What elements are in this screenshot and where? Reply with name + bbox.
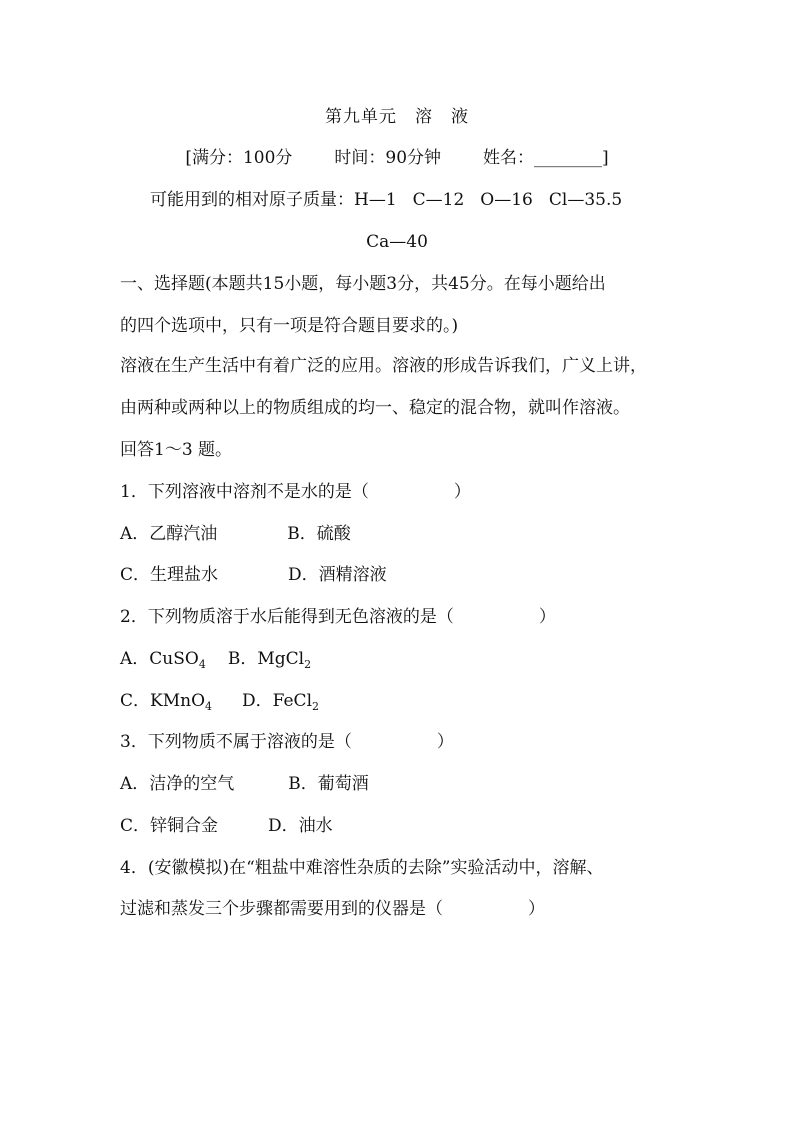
question-2-option-c bbox=[120, 691, 212, 711]
question-2-option-c-subscript: 4 bbox=[205, 700, 212, 713]
exam-time: 时间：90分钟 bbox=[334, 148, 442, 168]
question-2-options-row2 bbox=[120, 690, 319, 712]
question-1-option-c: C．生理盐水 bbox=[120, 565, 219, 585]
question-2-option-a-text: A．CuSO bbox=[120, 649, 199, 669]
question-4-stem-line2: 过滤和蒸发三个步骤都需要用到的仪器是（ ） bbox=[120, 899, 545, 919]
question-3-stem: 3．下列物质不属于溶液的是（ ） bbox=[120, 732, 454, 752]
question-1-option-a: A．乙醇汽油 bbox=[120, 524, 218, 544]
question-1-stem: 1．下列溶液中溶剂不是水的是（ ） bbox=[120, 482, 471, 502]
intro-line3: 回答1～3 题。 bbox=[120, 440, 233, 460]
name-field: 姓名：________] bbox=[483, 148, 609, 168]
section-heading-line1: 一、选择题(本题共15小题，每小题3分，共45分。在每小题给出 bbox=[120, 274, 606, 294]
full-score: [满分：100分 bbox=[185, 148, 293, 168]
atomic-mass-h: H—1 bbox=[354, 190, 397, 210]
question-2-option-b-subscript: 2 bbox=[304, 658, 312, 671]
question-2-option-b bbox=[228, 649, 311, 669]
atomic-mass-o: O—16 bbox=[480, 190, 533, 210]
question-1-options-row2 bbox=[120, 564, 387, 586]
intro-line2: 由两种或两种以上的物质组成的均一、稳定的混合物，就叫作溶液。 bbox=[120, 398, 630, 418]
atomic-mass-label: 可能用到的相对原子质量： bbox=[150, 190, 354, 210]
question-2-option-c-text: C．KMnO bbox=[120, 691, 205, 711]
atomic-mass-info bbox=[150, 189, 622, 211]
question-2-stem: 2．下列物质溶于水后能得到无色溶液的是（ ） bbox=[120, 607, 556, 627]
question-2-option-a-subscript: 4 bbox=[198, 658, 206, 671]
question-2-option-a bbox=[120, 649, 206, 669]
question-1-option-d: D．酒精溶液 bbox=[288, 565, 387, 585]
page-title: 第九单元 溶 液 bbox=[325, 107, 469, 127]
section-heading-line2: 的四个选项中，只有一项是符合题目要求的。) bbox=[120, 316, 459, 336]
exam-info bbox=[0, 147, 794, 169]
question-1-options-row1 bbox=[120, 523, 351, 545]
question-2-option-d-text: D．FeCl bbox=[242, 691, 313, 711]
question-3-option-b: B．葡萄酒 bbox=[288, 774, 369, 794]
question-2-option-b-text: B．MgCl bbox=[227, 649, 305, 669]
question-2-options-row1 bbox=[120, 648, 311, 670]
question-4-stem-line1: 4．(安徽模拟)在“粗盐中难溶性杂质的去除”实验活动中，溶解、 bbox=[120, 858, 604, 878]
question-3-option-d: D．油水 bbox=[268, 816, 333, 836]
question-3-options-row1 bbox=[120, 773, 369, 795]
atomic-mass-c: C—12 bbox=[412, 190, 465, 210]
atomic-mass-cl: Cl—35.5 bbox=[548, 190, 623, 210]
question-3-option-c: C．锌铜合金 bbox=[120, 816, 219, 836]
question-3-option-a: A．洁净的空气 bbox=[120, 774, 235, 794]
atomic-mass-ca: Ca—40 bbox=[366, 232, 428, 252]
question-3-options-row2 bbox=[120, 815, 333, 837]
question-1-option-b: B．硫酸 bbox=[287, 524, 351, 544]
intro-line1: 溶液在生产生活中有着广泛的应用。溶液的形成告诉我们，广义上讲， bbox=[120, 356, 647, 376]
question-2-option-d-subscript: 2 bbox=[312, 700, 320, 713]
question-2-option-d bbox=[242, 691, 319, 711]
